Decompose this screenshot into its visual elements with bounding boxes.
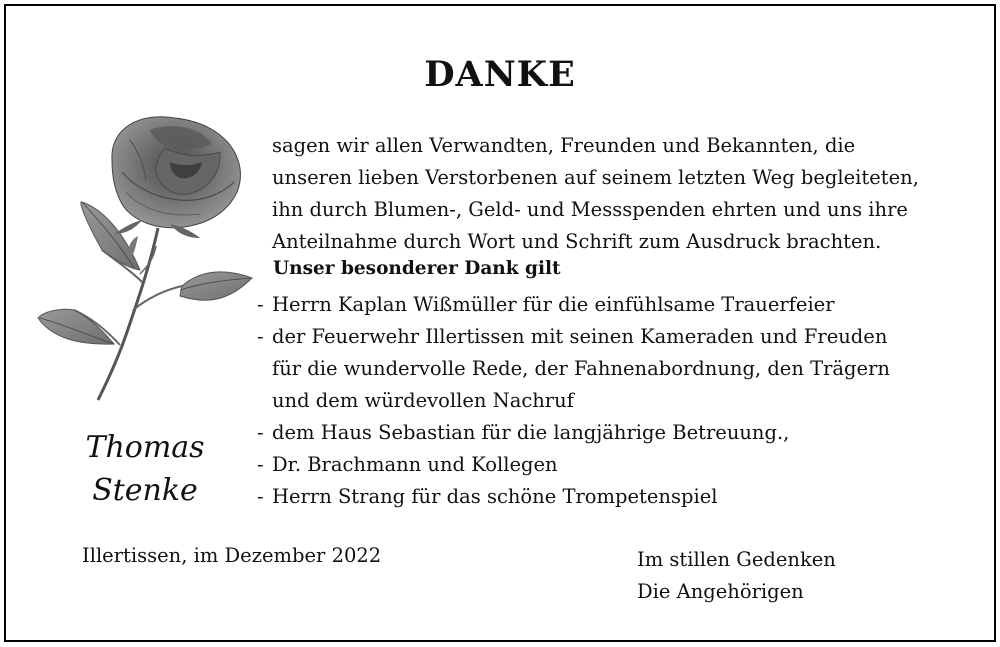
list-item <box>257 321 977 353</box>
list-item-continuation: und dem würdevollen Nachruf <box>272 389 574 412</box>
closing-signature <box>637 544 836 608</box>
list-item-text: Dr. Brachmann und Kollegen <box>272 453 558 476</box>
intro-line: ihn durch Blumen-, Geld- und Messspenden ehrten und uns ihre <box>272 198 908 221</box>
list-item <box>257 449 977 481</box>
list-item-continuation: für die wundervolle Rede, der Fahnenabordnung, den Trägern <box>272 357 890 380</box>
intro-line: unseren lieben Verstorbenen auf seinem letzten Weg begleiteten, <box>272 166 919 189</box>
list-item-text: Herrn Strang für das schöne Trompetenspiel <box>272 485 718 508</box>
closing-line: Im stillen Gedenken <box>637 548 836 571</box>
notice-title: DANKE <box>424 54 576 95</box>
place-date: Illertissen, im Dezember 2022 <box>82 544 382 567</box>
list-dash: - <box>257 325 264 348</box>
intro-text <box>272 130 972 258</box>
list-dash: - <box>257 485 264 508</box>
thanks-list <box>257 289 977 513</box>
intro-line: sagen wir allen Verwandten, Freunden und Bekannten, die <box>272 134 856 157</box>
list-item-text: dem Haus Sebastian für die langjährige Betreuung., <box>272 421 790 444</box>
deceased-first-name: Thomas <box>85 430 205 465</box>
list-item <box>257 289 977 321</box>
deceased-last-name: Stenke <box>92 473 198 508</box>
list-item <box>257 417 977 449</box>
closing-line: Die Angehörigen <box>637 580 804 603</box>
list-item-text: der Feuerwehr Illertissen mit seinen Kameraden und Freuden <box>272 325 888 348</box>
special-thanks-heading: Unser besonderer Dank gilt <box>273 258 561 279</box>
list-item-text: Herrn Kaplan Wißmüller für die einfühlsame Trauerfeier <box>272 293 835 316</box>
list-dash: - <box>257 453 264 476</box>
list-dash: - <box>257 421 264 444</box>
intro-line: Anteilnahme durch Wort und Schrift zum Ausdruck brachten. <box>272 230 882 253</box>
rose-illustration <box>30 100 270 410</box>
list-dash: - <box>257 293 264 316</box>
list-item <box>257 481 977 513</box>
